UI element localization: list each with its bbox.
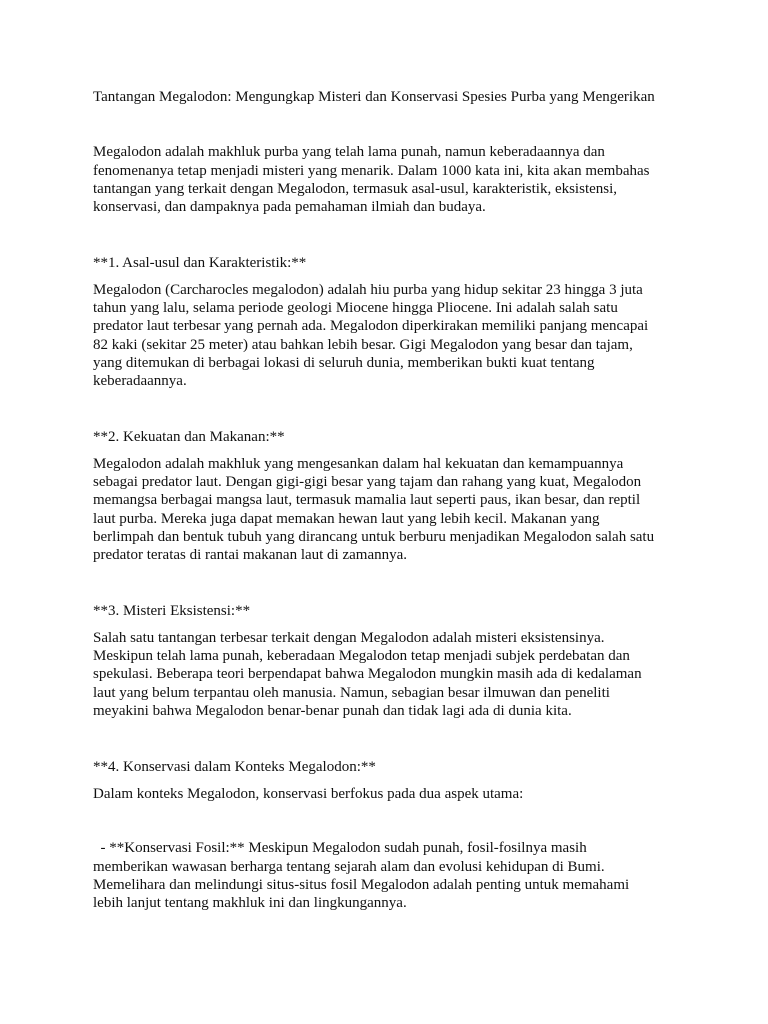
bullet-line: lebih lanjut tentang makhluk ini dan lingkungannya.: [93, 895, 407, 911]
bullet-line: Memelihara dan melindungi situs-situs fosil Megalodon adalah penting untuk memahami: [93, 877, 630, 893]
section-heading: **2. Kekuatan dan Makanan:**: [93, 429, 285, 445]
section-heading: **1. Asal-usul dan Karakteristik:**: [93, 255, 307, 271]
paragraph-line: memangsa berbagai mangsa laut, termasuk mamalia laut seperti paus, ikan besar, dan reptil: [93, 492, 641, 508]
paragraph-line: 82 kaki (sekitar 25 meter) atau bahkan lebih besar. Gigi Megalodon yang besar dan tajam,: [93, 337, 633, 353]
paragraph-line: meyakini bahwa Megalodon benar-benar punah dan tidak lagi ada di dunia kita.: [93, 703, 572, 719]
paragraph-line: sebagai predator laut. Dengan gigi-gigi besar yang tajam dan rahang yang kuat, Megalodon: [93, 474, 642, 490]
paragraph-line: laut yang belum terpantau oleh manusia. Namun, sebagian besar ilmuwan dan peneliti: [93, 685, 610, 701]
section-heading: **4. Konservasi dalam Konteks Megalodon:**: [93, 759, 376, 775]
paragraph-line: predator laut terbesar yang pernah ada. Megalodon diperkirakan memiliki panjang mencapai: [93, 318, 649, 334]
section-heading: **3. Misteri Eksistensi:**: [93, 603, 251, 619]
intro-line: Megalodon adalah makhluk purba yang telah lama punah, namun keberadaannya dan: [93, 144, 605, 160]
bullet-line: - **Konservasi Fosil:** Meskipun Megalodon sudah punah, fosil-fosilnya masih: [93, 840, 587, 856]
intro-line: konservasi, dan dampaknya pada pemahaman ilmiah dan budaya.: [93, 199, 486, 215]
paragraph-line: keberadaannya.: [93, 373, 187, 389]
paragraph-line: spekulasi. Beberapa teori berpendapat bahwa Megalodon mungkin masih ada di kedalaman: [93, 666, 642, 682]
paragraph-line: Megalodon adalah makhluk yang mengesankan dalam hal kekuatan dan kemampuannya: [93, 456, 624, 472]
intro-line: fenomenanya tetap menjadi misteri yang menarik. Dalam 1000 kata ini, kita akan membahas: [93, 163, 650, 179]
intro-line: tantangan yang terkait dengan Megalodon, termasuk asal-usul, karakteristik, eksistensi,: [93, 181, 618, 197]
paragraph-line: tahun yang lalu, selama periode geologi Miocene hingga Pliocene. Ini adalah salah satu: [93, 300, 618, 316]
paragraph-line: predator teratas di rantai makanan laut di zamannya.: [93, 547, 408, 563]
document-title: Tantangan Megalodon: Mengungkap Misteri dan Konservasi Spesies Purba yang Mengerikan: [93, 89, 655, 105]
bullet-line: memberikan wawasan berharga tentang sejarah alam dan evolusi kehidupan di Bumi.: [93, 859, 605, 875]
paragraph-line: Dalam konteks Megalodon, konservasi berfokus pada dua aspek utama:: [93, 786, 524, 802]
paragraph-line: berlimpah dan bentuk tubuh yang dirancang untuk berburu menjadikan Megalodon salah satu: [93, 529, 655, 545]
paragraph-line: Salah satu tantangan terbesar terkait dengan Megalodon adalah misteri eksistensinya.: [93, 630, 605, 646]
paragraph-line: yang ditemukan di berbagai lokasi di seluruh dunia, memberikan bukti kuat tentang: [93, 355, 595, 371]
paragraph-line: Megalodon (Carcharocles megalodon) adalah hiu purba yang hidup sekitar 23 hingga 3 juta: [93, 282, 643, 298]
paragraph-line: Meskipun telah lama punah, keberadaan Megalodon tetap menjadi subjek perdebatan dan: [93, 648, 630, 664]
paragraph-line: laut purba. Mereka juga dapat memakan hewan laut yang lebih kecil. Makanan yang: [93, 511, 600, 527]
